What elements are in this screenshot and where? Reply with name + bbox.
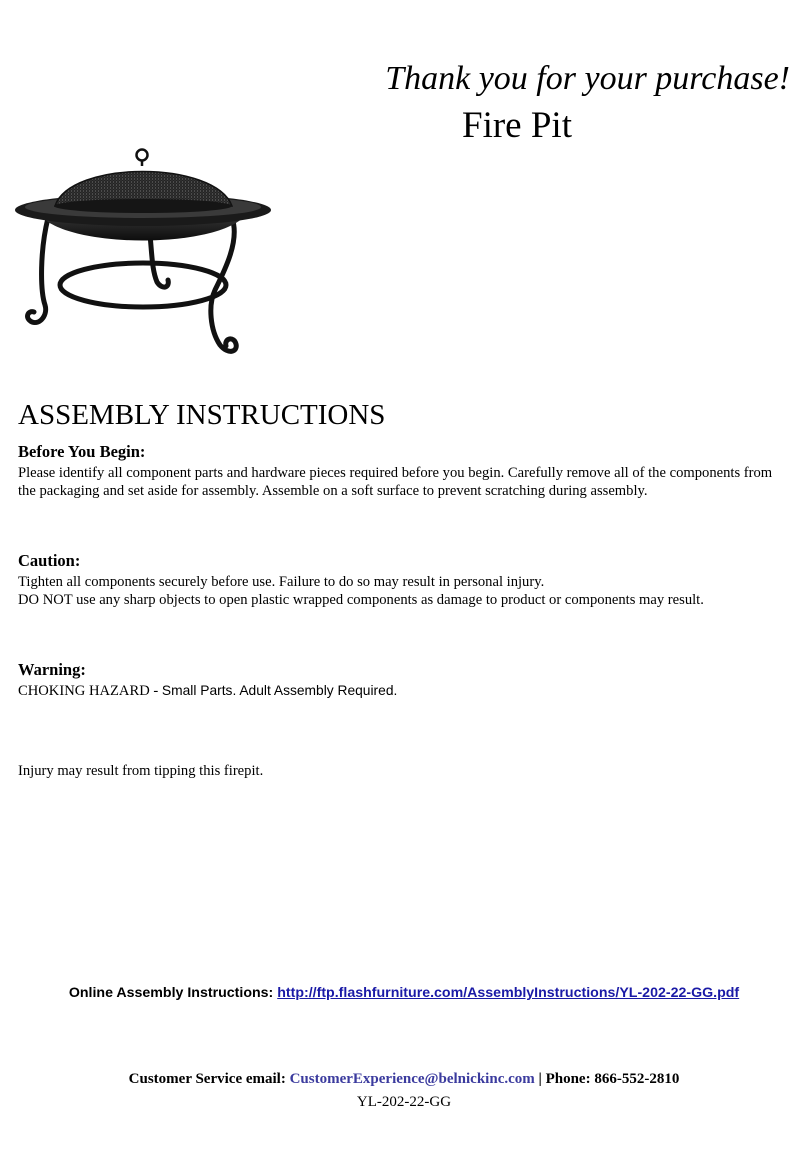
customer-service-email-link[interactable]: CustomerExperience@belnickinc.com <box>289 1071 535 1087</box>
warning-heading: Warning: <box>18 660 86 679</box>
before-you-begin-heading: Before You Begin: <box>18 442 146 461</box>
caution-text-line-1: Tighten all components securely before use. Failure to do so may result in personal injury. <box>18 574 545 590</box>
warning-text <box>18 682 397 701</box>
fire-pit-image <box>10 140 280 370</box>
caution-heading: Caution: <box>18 551 81 570</box>
caution-text-line-2: DO NOT use any sharp objects to open plastic wrapped components as damage to product or components may result. <box>18 592 704 608</box>
before-you-begin-text: Please identify all component parts and hardware pieces required before you begin. Carefully remove all of the components from the packaging and set aside for assembly. Assemble on a soft surface to prevent scratching during assembly. <box>18 465 773 499</box>
assembly-instructions-heading: ASSEMBLY INSTRUCTIONS <box>18 399 386 431</box>
online-instructions-link[interactable]: http://ftp.flashfurniture.com/AssemblyInstructions/YL-202-22-GG.pdf <box>277 985 740 1001</box>
customer-service-row <box>0 1070 808 1089</box>
online-instructions-label: Online Assembly Instructions: <box>68 985 278 1001</box>
choking-hazard-label: CHOKING HAZARD - <box>18 683 162 699</box>
tipping-injury-text: Injury may result from tipping this firepit. <box>18 763 264 779</box>
thank-you-heading: Thank you for your purchase! <box>385 60 790 97</box>
small-parts-text: Small Parts. Adult Assembly Required. <box>161 683 398 698</box>
phone-label: | Phone: <box>534 1071 595 1087</box>
model-number: YL-202-22-GG <box>356 1094 452 1110</box>
phone-number: 866-552-2810 <box>594 1071 680 1087</box>
product-title: Fire Pit <box>462 105 572 146</box>
online-instructions-row <box>0 984 808 1002</box>
customer-service-label: Customer Service email: <box>128 1071 290 1087</box>
